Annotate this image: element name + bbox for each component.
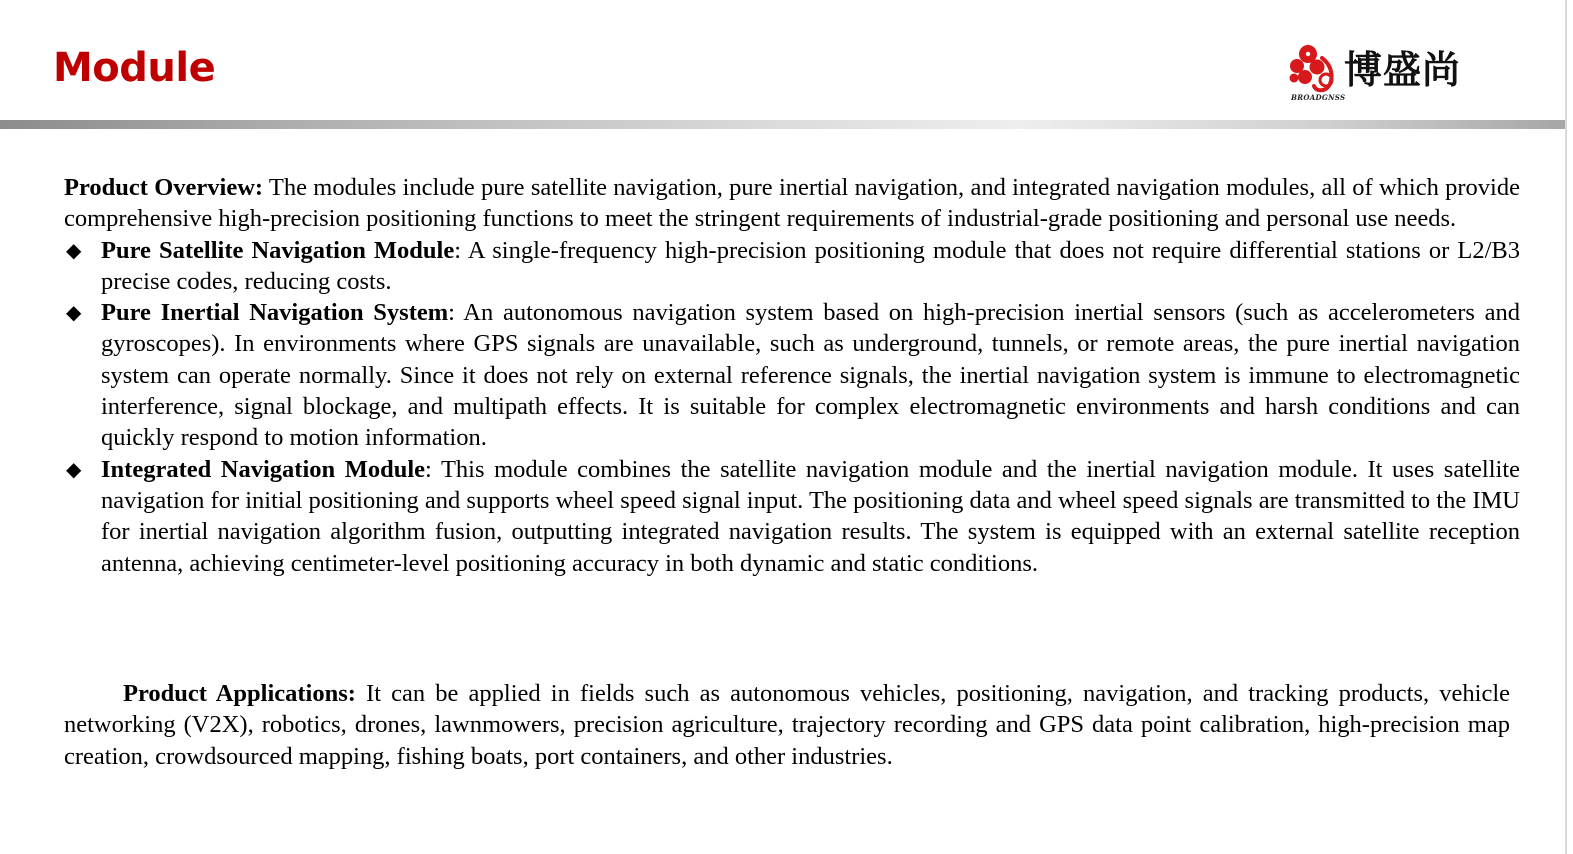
overview-paragraph	[64, 172, 1520, 235]
diamond-bullet-icon: ◆	[66, 456, 82, 481]
slide-right-border	[1565, 0, 1567, 854]
applications-text: It can be applied in fields such as autonomous vehicles, positioning, navigation, and tracking products, vehicle networking (V2X), robotics, drones, lawnmowers, precision agriculture, trajectory recording and GPS data point calibration, high-precision map creation, crowdsourced mapping, fishing boats, port containers, and other industries.	[64, 680, 1510, 770]
brand-name-en: BROADGNSS	[1291, 93, 1346, 102]
applications-paragraph	[64, 678, 1510, 772]
overview-label: Product Overview:	[64, 174, 264, 201]
page-title: Module	[53, 45, 216, 91]
diamond-bullet-icon: ◆	[66, 237, 82, 262]
brand-logo	[1286, 40, 1466, 104]
header-divider	[0, 120, 1567, 129]
brand-logo-icon	[1286, 40, 1342, 96]
diamond-bullet-icon: ◆	[66, 300, 82, 325]
module-description: : An autonomous navigation system based on high-precision inertial sensors (such as accelerometers and gyroscopes). In environments where GPS signals are unavailable, such as underground, tunnels, or remote areas, the pure inertial navigation system can operate normally. Since it does not rely on external reference signals, the inertial navigation system is immune to electromagnetic interference, signal blockage, and multipath effects. It is suitable for complex electromagnetic environments and harsh conditions and can quickly respond to motion information.	[101, 299, 1520, 452]
list-item	[64, 297, 1520, 453]
applications-label: Product Applications:	[123, 680, 356, 707]
module-name: Pure Inertial Navigation System	[101, 299, 449, 327]
module-description: : This module combines the satellite navigation module and the inertial navigation module. It uses satellite navigation for initial positioning and supports wheel speed signal input. The positioning data and wheel speed signals are transmitted to the IMU for inertial navigation algorithm fusion, outputting integrated navigation results. The system is equipped with an external satellite reception antenna, achieving centimeter-level positioning accuracy in both dynamic and static conditions.	[101, 455, 1521, 577]
brand-name-cn: 博盛尚	[1344, 48, 1462, 92]
main-content	[64, 172, 1520, 579]
module-name: Pure Satellite Navigation Module	[101, 236, 455, 264]
overview-text: The modules include pure satellite navigation, pure inertial navigation, and integrated navigation modules, all of which provide comprehensive high-precision positioning functions to meet the stringent requirements of industrial-grade positioning and personal use needs.	[64, 174, 1520, 233]
list-item	[64, 235, 1520, 298]
module-name: Integrated Navigation Module	[101, 455, 426, 483]
module-list	[64, 235, 1520, 579]
list-item	[64, 454, 1520, 579]
module-description: : A single-frequency high-precision positioning module that does not require differential stations or L2/B3 precise codes, reducing costs.	[101, 236, 1520, 295]
